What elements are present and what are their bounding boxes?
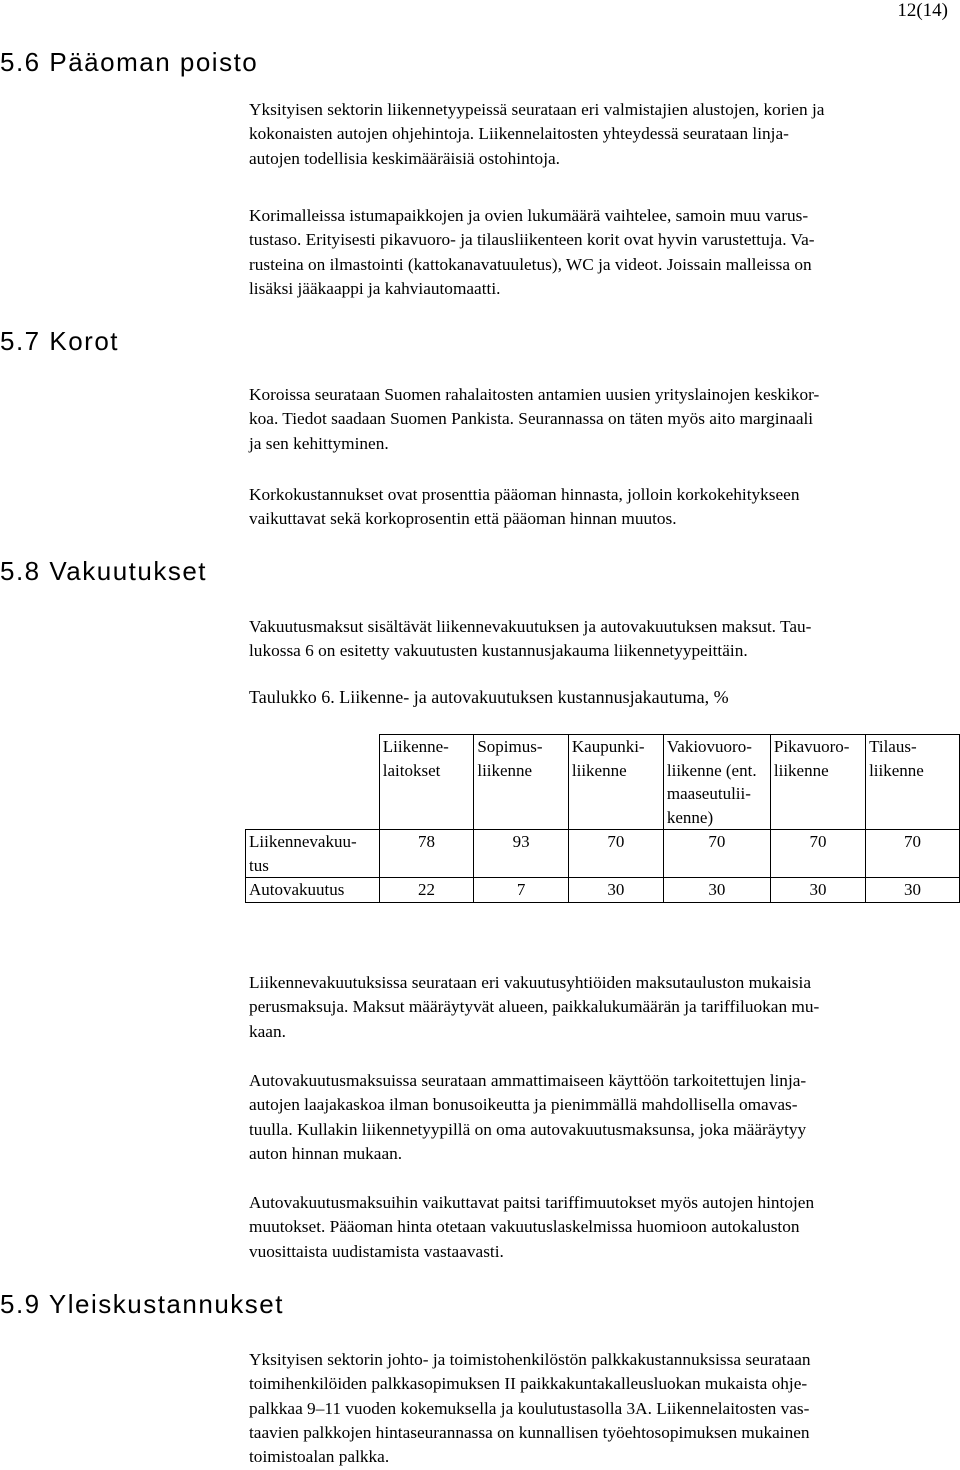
page-number: 12(14) [897,0,948,21]
heading-korot: 5.7 Korot [0,326,120,356]
paragraph: Autovakuutusmaksuissa seurataan ammattimaiseen käyttöön tarkoitettujen linja- autojen laajakaskoa ilman bonusoikeutta ja pienimmällä mahdollisella omavas- tuulla. Kullakin liikennetyypillä on oma autovakuutusmaksunsa, joka määräytyy auton hinnan mukaan. [249,1071,807,1163]
table-cell: 93 [474,830,569,878]
column-header: Tilaus- liikenne [866,735,960,830]
insurance-cost-table [245,734,960,903]
paragraph: Vakuutusmaksut sisältävät liikennevakuutuksen ja autovakuutuksen maksut. Tau- lukossa 6 on esitetty vakuutusten kustannusjakauma liikennetyypeittäin. [249,617,812,661]
table-cell: 22 [379,878,474,903]
paragraph: Korkokustannukset ovat prosenttia pääoman hinnasta, jolloin korkokehitykseen vaikuttavat sekä korkoprosentin että pääoman hinnan muutos. [249,485,800,529]
paragraph: Koroissa seurataan Suomen rahalaitosten antamien uusien yrityslainojen keskikor- koa. Tiedot saadaan Suomen Pankista. Seurannassa on täten myös aito marginaali ja sen kehittyminen. [249,385,820,453]
row-label: Autovakuutus [246,878,380,903]
table-corner-cell [246,735,380,830]
column-header: Liikenne- laitokset [379,735,474,830]
heading-yleiskustannukset: 5.9 Yleiskustannukset [0,1289,284,1319]
table-cell: 30 [663,878,770,903]
paragraph: Korimalleissa istumapaikkojen ja ovien lukumäärä vaihtelee, samoin muu varus- tustaso. Erityisesti pikavuoro- ja tilausliikenteen korit ovat hyvin varustettuja. Va- rusteina on ilmastointi (kattokanavatuuletus), WC ja videot. Joissain malleissa on lisäksi jääkaappi ja kahviautomaatti. [249,206,815,298]
row-label: Liikennevakuu- tus [246,830,380,878]
heading-paaoman-poisto: 5.6 Pääoman poisto [0,47,259,77]
paragraph: Yksityisen sektorin johto- ja toimistohenkilöstön palkkakustannuksissa seurataan toimihenkilöiden palkkasopimuksen II paikkakuntakalleusluokan mukaista ohje- palkkaa 9–11 vuoden kokemuksella ja koulutustasolla 3A. Liikennelaitosten vas- taavien palkkojen hintaseurannassa on kunnallisen työehtosopimuksen mukainen toimistoalan palkka. [249,1350,811,1467]
paragraph: Autovakuutusmaksuihin vaikuttavat paitsi tariffimuutokset myös autojen hintojen muutokset. Pääoman hinta otetaan vakuutuslaskelmissa huomioon autokaluston vuosittaista uudistamista vastaavasti. [249,1193,815,1261]
column-header: Sopimus- liikenne [474,735,569,830]
paragraph: Yksityisen sektorin liikennetyypeissä seurataan eri valmistajien alustojen, korien ja kokonaisten autojen ohjehintoja. Liikennelaitosten yhteydessä seurataan linja- autojen todellisia keskimääräisiä ostohintoja. [249,100,825,168]
column-header: Pikavuoro- liikenne [770,735,865,830]
table-cell: 30 [866,878,960,903]
table-cell: 70 [568,830,663,878]
table-cell: 70 [663,830,770,878]
table-cell: 30 [568,878,663,903]
heading-vakuutukset: 5.8 Vakuutukset [0,556,208,586]
table-header-row [246,735,960,830]
table-cell: 78 [379,830,474,878]
table-cell: 70 [770,830,865,878]
table-cell: 30 [770,878,865,903]
column-header: Kaupunki- liikenne [568,735,663,830]
column-header: Vakiovuoro- liikenne (ent. maaseutulii- kenne) [663,735,770,830]
table-cell: 7 [474,878,569,903]
table-row [246,830,960,878]
table-row [246,878,960,903]
paragraph: Liikennevakuutuksissa seurataan eri vakuutusyhtiöiden maksutauluston mukaisia perusmaksuja. Maksut määräytyvät alueen, paikkalukumäärän ja tariffiluokan mu- kaan. [249,973,820,1041]
table-cell: 70 [866,830,960,878]
table-caption: Taulukko 6. Liikenne- ja autovakuutuksen kustannusjakautuma, % [249,687,729,707]
